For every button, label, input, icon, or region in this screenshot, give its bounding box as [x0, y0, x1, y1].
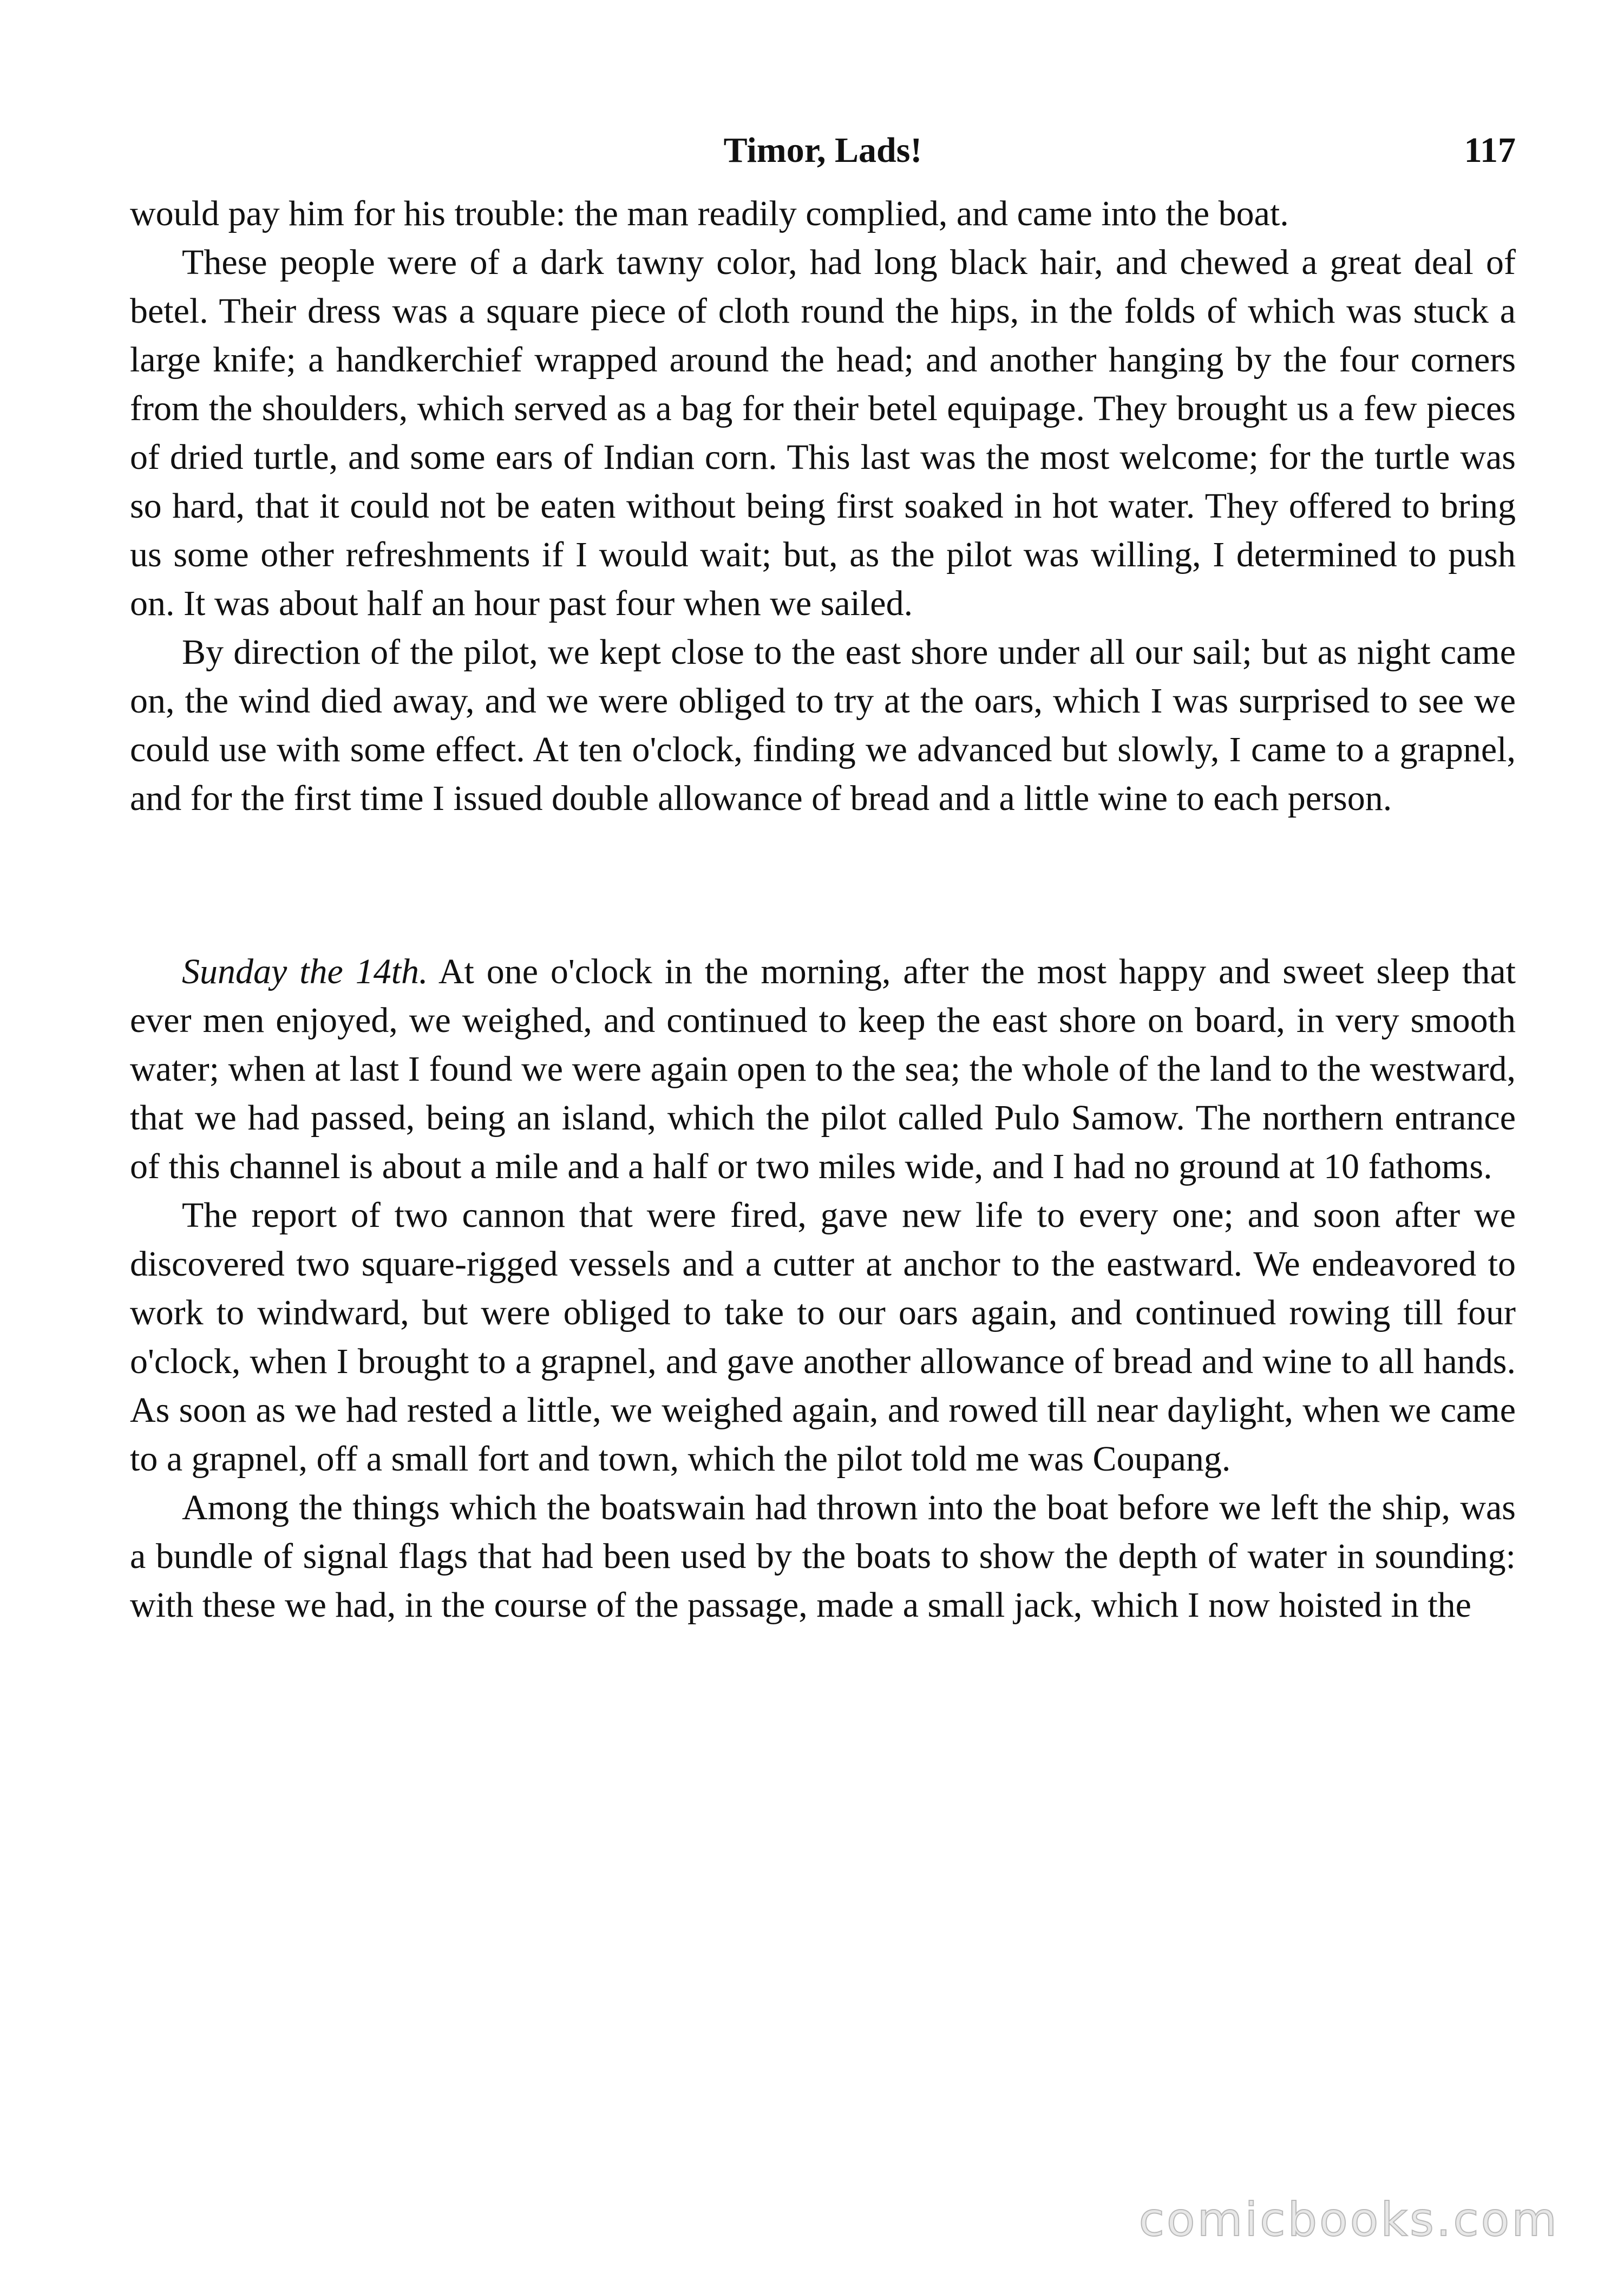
- book-page: [130, 119, 1516, 1630]
- dated-entry-paragraph: [130, 948, 1516, 1191]
- paragraph-text: Among the things which the boatswain had thrown into the boat before we left the ship, was a bundle of signal flags that had been used by the boats to show the depth of water in sounding: with these we had, in the course of the passage, made a small jack, which I now hoisted in the: [130, 1488, 1516, 1625]
- paragraph-text: By direction of the pilot, we kept close to the east shore under all our sail; but as night came on, the wind died away, and we were obliged to try at the oars, which I was surprised to see we could use with some effect. At ten o'clock, finding we advanced but slowly, I came to a grapnel, and for the first time I issued double allowance of bread and a little wine to each person.: [130, 632, 1516, 818]
- paragraph: [130, 628, 1516, 823]
- paragraph: [130, 238, 1516, 628]
- body-text: [130, 190, 1516, 1630]
- paragraph: [130, 1484, 1516, 1630]
- paragraph-text: The report of two cannon that were fired, gave new life to every one; and soon after we discovered two square-rigged vessels and a cutter at anchor to the eastward. We endeavored to work to windward, but were obliged to take to our oars again, and continued rowing till four o'clock, when I brought to a grapnel, and gave another allowance of bread and wine to all hands. As soon as we had rested a little, we weighed again, and rowed till near daylight, when we came to a grapnel, off a small fort and town, which the pilot told me was Coupang.: [130, 1195, 1516, 1479]
- paragraph: [130, 1191, 1516, 1484]
- watermark: comicbooks.com: [1138, 2193, 1559, 2247]
- paragraph-continued: [130, 190, 1516, 238]
- running-title: Timor, Lads!: [723, 130, 922, 170]
- paragraph-text: would pay him for his trouble: the man readily complied, and came into the boat.: [130, 194, 1289, 233]
- dateline: Sunday the 14th.: [182, 952, 428, 991]
- running-header: [130, 119, 1516, 190]
- paragraph-text: These people were of a dark tawny color, had long black hair, and chewed a great deal of betel. Their dress was a square piece of cloth round the hips, in the folds of which was stuck a large knife; a handkerchief wrapped around the head; and another hanging by the four corners from the shoulders, which served as a bag for their betel equipage. They brought us a few pieces of dried turtle, and some ears of Indian corn. This last was the most welcome; for the turtle was so hard, that it could not be eaten without being first soaked in hot water. They offered to bring us some other refreshments if I would wait; but, as the pilot was willing, I determined to push on. It was about half an hour past four when we sailed.: [130, 243, 1516, 623]
- page-number: 117: [1464, 130, 1516, 170]
- paragraph-text: At one o'clock in the morning, after the most happy and sweet sleep that ever men enjoyed, we weighed, and continued to keep the east shore on board, in very smooth water; when at last I found we were again open to the sea; the whole of the land to the westward, that we had passed, being an island, which the pilot called Pulo Samow. The northern entrance of this channel is about a mile and a half or two miles wide, and I had no ground at 10 fathoms.: [130, 952, 1516, 1186]
